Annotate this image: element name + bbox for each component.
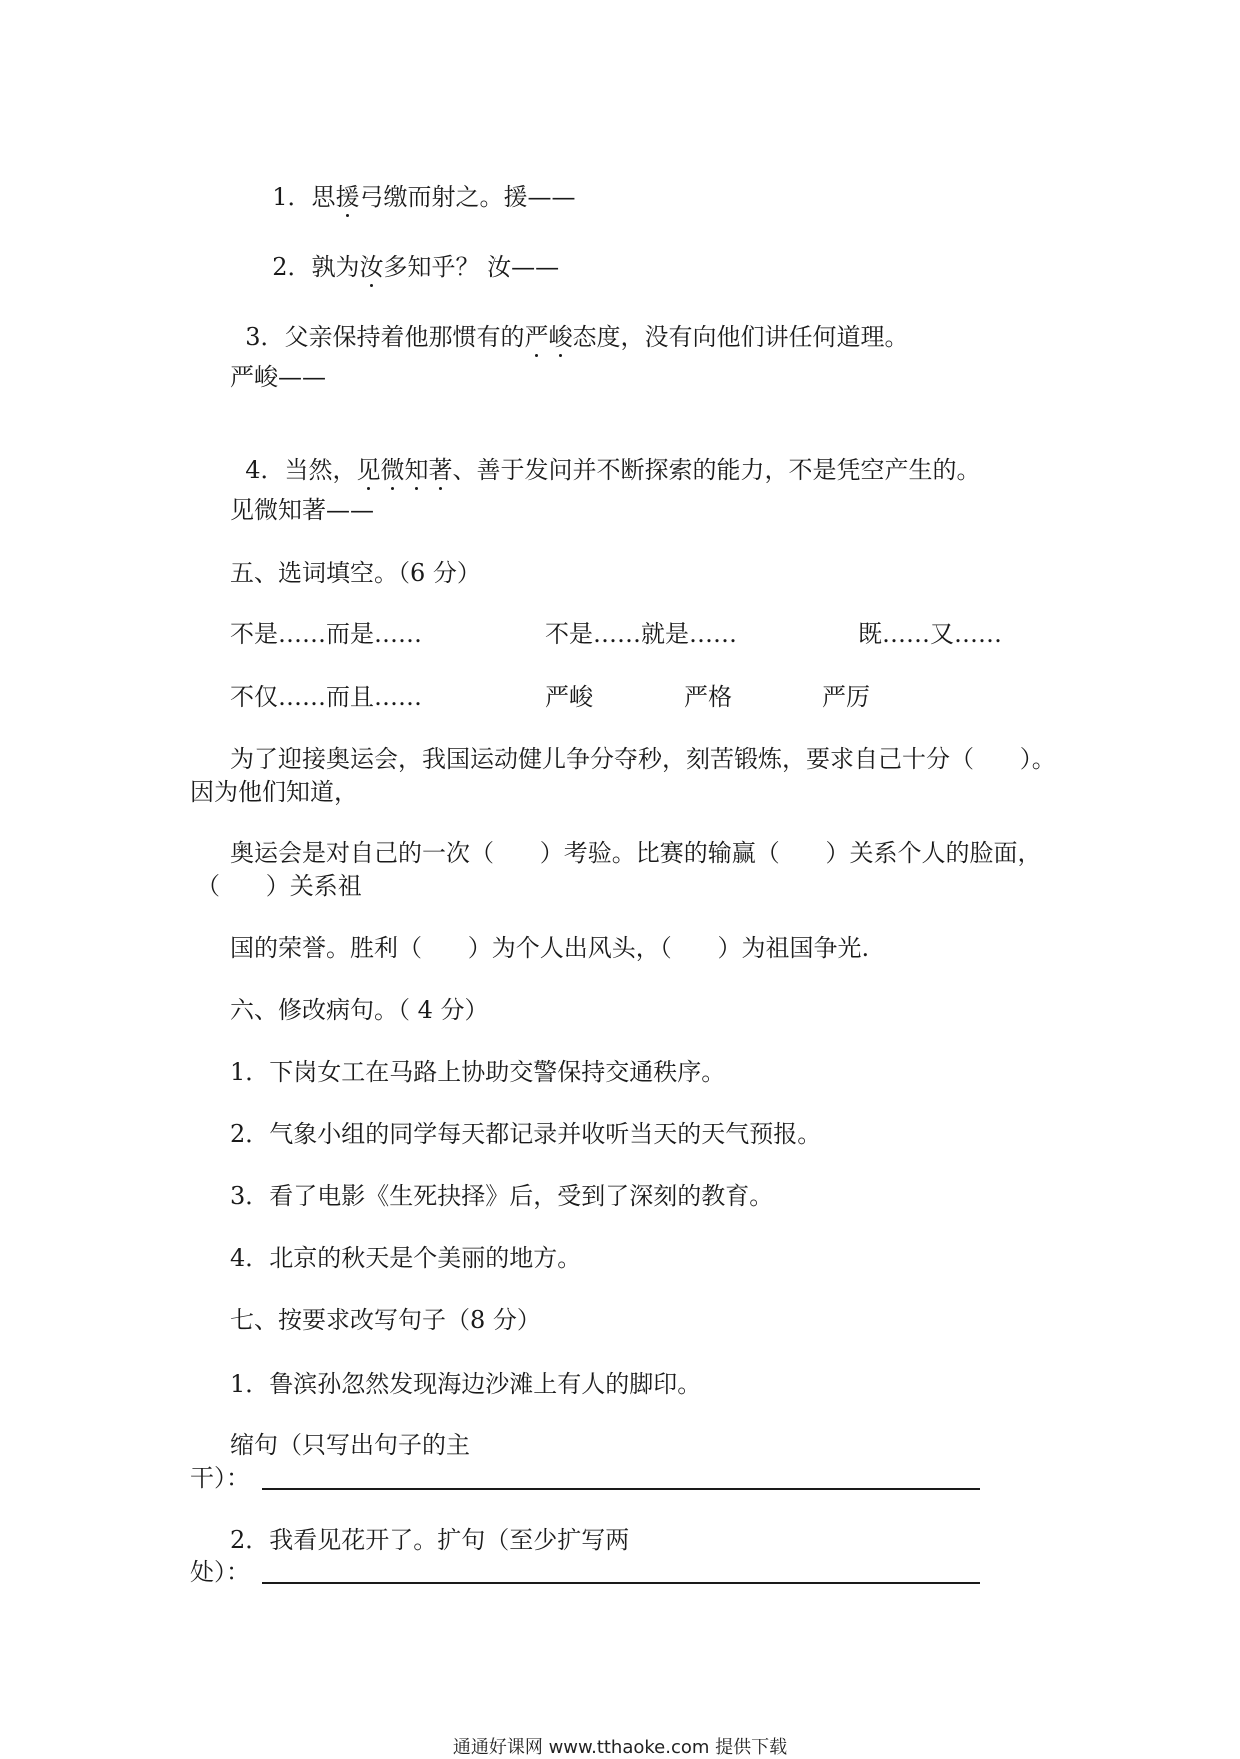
section6-item-4: 4．北京的秋天是个美丽的地方。 xyxy=(230,1244,582,1272)
q4-emphasized-word: 见微知著 xyxy=(357,455,453,485)
q1-line xyxy=(257,152,576,212)
answer-line-1[interactable] xyxy=(262,1488,980,1490)
section6-item-2: 2．气象小组的同学每天都记录并收听当天的天气预报。 xyxy=(230,1120,822,1148)
section7-q1-prompt-a: 缩句（只写出句子的主 xyxy=(230,1431,470,1459)
answer-line-2[interactable] xyxy=(262,1582,980,1584)
option-1: 不是……而是…… xyxy=(230,620,422,648)
q2-line xyxy=(257,222,559,282)
q1-prefix: 1．思 xyxy=(272,183,336,211)
section7-q1: 1．鲁滨孙忽然发现海边沙滩上有人的脚印。 xyxy=(230,1370,702,1398)
q3-suffix: 态度，没有向他们讲任何道理。 xyxy=(572,323,909,351)
q4-answer: 见微知著—— xyxy=(230,496,374,524)
section5-title: 五、选词填空。（6 分） xyxy=(230,559,481,587)
section7-title: 七、按要求改写句子（8 分） xyxy=(230,1306,541,1334)
q4-suffix: 、善于发问并不断探索的能力，不是凭空产生的。 xyxy=(452,456,981,484)
option-6: 严格 xyxy=(684,683,732,711)
q4-line xyxy=(230,425,981,485)
fill-paragraph-line-3: 奥运会是对自己的一次（ ）考验。比赛的输赢（ ）关系个人的脸面， xyxy=(230,839,1042,867)
section6-item-3: 3．看了电影《生死抉择》后，受到了深刻的教育。 xyxy=(230,1182,774,1210)
q3-emphasized-word: 严峻 xyxy=(525,322,573,352)
section6-item-1: 1．下岗女工在马路上协助交警保持交通秩序。 xyxy=(230,1058,726,1086)
q3-line xyxy=(230,292,909,352)
section6-title: 六、修改病句。（ 4 分） xyxy=(230,996,489,1024)
q3-answer: 严峻—— xyxy=(230,363,326,391)
fill-paragraph-line-4: （ ）关系祖 xyxy=(196,872,362,900)
option-4: 不仅……而且…… xyxy=(230,683,422,711)
section7-q1-prompt-b: 干）： xyxy=(190,1464,250,1492)
q3-prefix: 3．父亲保持着他那惯有的 xyxy=(245,323,525,351)
section7-q2-prompt-a: 2．我看见花开了。扩句（至少扩写两 xyxy=(230,1526,630,1554)
fill-paragraph-line-2: 因为他们知道， xyxy=(190,778,358,806)
q2-prefix: 2．孰为 xyxy=(272,253,360,281)
option-7: 严厉 xyxy=(822,683,870,711)
q2-emphasized-word: 汝 xyxy=(360,252,384,282)
q2-suffix: 多知乎？ 汝—— xyxy=(383,253,560,281)
section7-q2-prompt-b: 处）： xyxy=(190,1558,250,1586)
option-3: 既……又…… xyxy=(858,620,1002,648)
fill-paragraph-line-1: 为了迎接奥运会，我国运动健儿争分夺秒，刻苦锻炼，要求自己十分（ ）。 xyxy=(230,745,1056,773)
fill-paragraph-line-5: 国的荣誉。胜利（ ）为个人出风头，（ ）为祖国争光. xyxy=(230,934,870,962)
option-2: 不是……就是…… xyxy=(545,620,737,648)
q4-prefix: 4．当然， xyxy=(245,456,357,484)
q1-emphasized-word: 援 xyxy=(336,182,360,212)
page-footer: 通通好课网 www.tthaoke.com 提供下载 xyxy=(452,1737,788,1758)
q1-suffix: 弓缴而射之。援—— xyxy=(359,183,576,211)
option-5: 严峻 xyxy=(545,683,593,711)
